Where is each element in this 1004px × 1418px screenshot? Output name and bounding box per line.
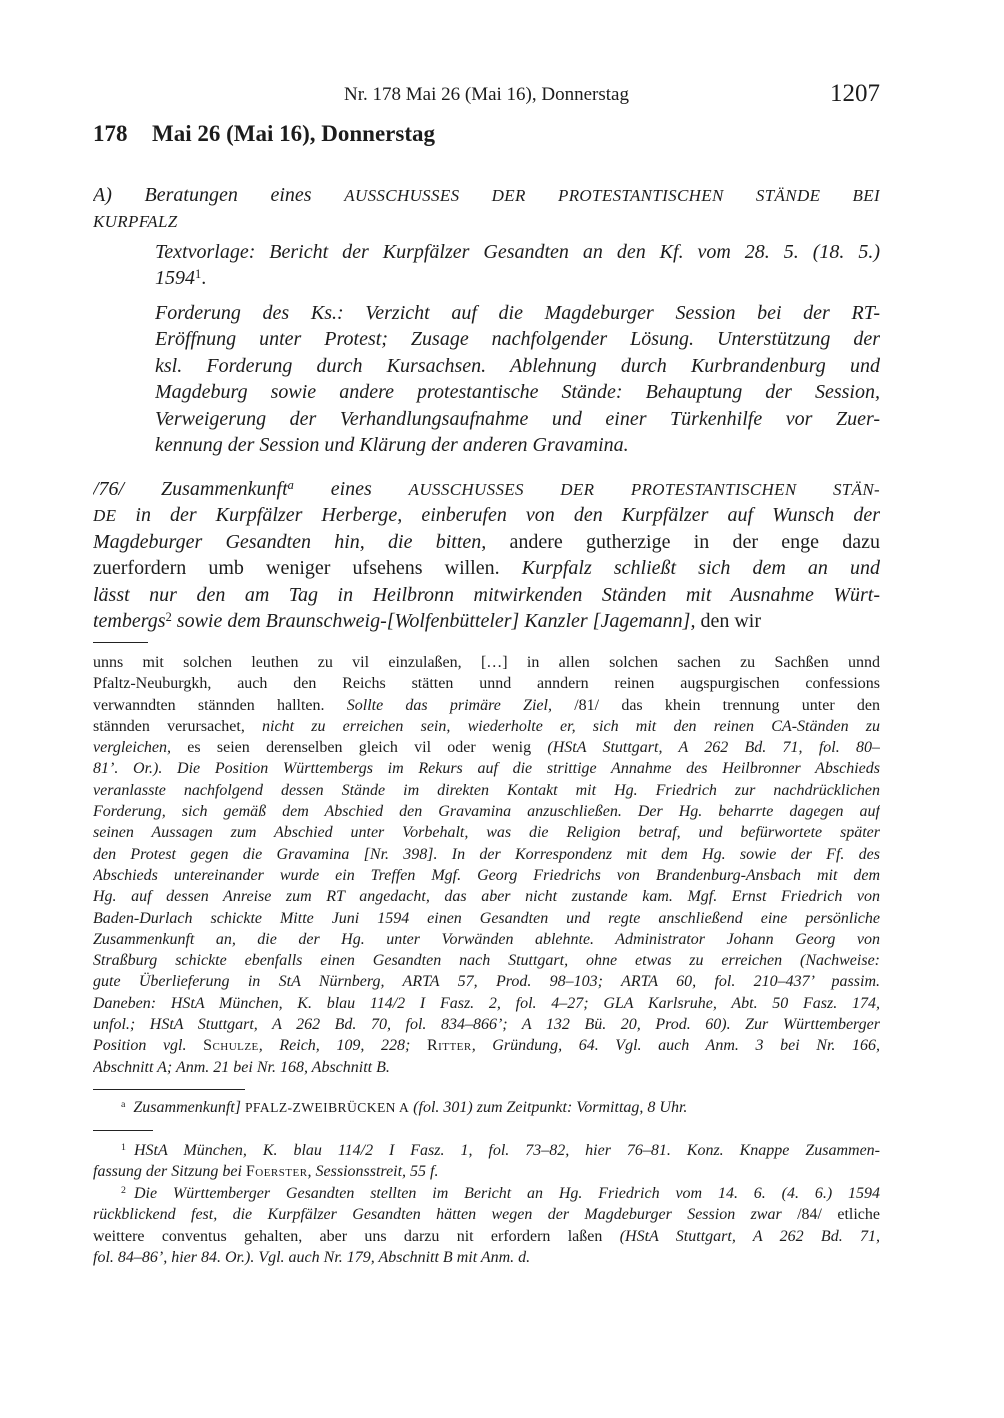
text-line: zuerfordern umb weniger ufsehens willen. Kurpfalz schließt sich dem an und — [93, 557, 880, 580]
numbered-footnote-separator-rule — [93, 1130, 153, 1131]
text-line: rückblickend fest, die Kurpfälzer Gesandten hätten wegen der Magdeburger Session zwar /84/ etliche — [93, 1206, 880, 1224]
text-line: tembergs$^2$ sowie dem Braunschweig-[Wolfenbütteler] Kanzler [Jagemann], den wir — [93, 609, 761, 632]
text-line: fol. 84–86’, hier 84. Or.). Vgl. auch Nr. 179, Abschnitt B mit Anm. d. — [93, 1248, 531, 1266]
running-header — [93, 82, 880, 110]
text-line: kennung der Session und Klärung der anderen Gravamina. — [155, 433, 629, 456]
apparatus-note-a — [93, 1097, 880, 1118]
text-line: den Protest gegen die Gravamina [Nr. 398]. In der Korrespondenz mit dem Hg. sowie der Ff. des — [93, 845, 880, 863]
text-line: Baden-Durlach schickte Mitte Juni 1594 einen Gesandten und regte anschließend eine persönliche — [93, 909, 880, 927]
text-line: seinen Aussagen zum Abschied unter Vorbehalt, was die Religion betraf, und befürwortete später — [93, 824, 880, 842]
text-line: $^1$ HStA München, K. blau 114/2 I Fasz. 1, fol. 73–82, hier 76–81. Konz. Knappe Zusammen- — [121, 1142, 880, 1159]
text-line: Position vgl. Schulze, Reich, 109, 228; Ritter, Gründung, 64. Vgl. auch Anm. 3 bei Nr. 166, — [93, 1037, 880, 1055]
entry-number: 178 — [93, 121, 128, 146]
section-a-heading — [93, 182, 880, 235]
text-line: Forderung des Ks.: Verzicht auf die Magdeburger Session bei der RT- — [155, 302, 880, 324]
text-line: Abschieds untereinander wurde ein Treffen Mgf. Georg Friedrichs von Brandenburg-Ansbach mit dem — [93, 866, 880, 884]
text-line: stännden verursachet, nicht zu erreichen sein, wiederholte er, sich mit den reinen CA-Ständen zu — [93, 717, 880, 735]
apparatus-separator-rule — [93, 1089, 245, 1090]
page-number: 1207 — [830, 80, 880, 107]
text-line: Straßburg schickte ebenfalls einen Gesandten nach Stuttgart, ohne etwas zu erreichen (Nachweise: — [93, 952, 880, 970]
text-line: gute Überlieferung in StA Nürnberg, ARTA 57, Prod. 98–103; ARTA 60, fol. 210–437’ passim. — [93, 973, 880, 991]
text-line: A) Beratungen eines AUSSCHUSSES DER PROTESTANTISCHEN STÄNDE BEI — [93, 184, 880, 206]
text-line: 1594$^1$. — [155, 267, 207, 290]
text-line: Verweigerung der Verhandlungsaufnahme und einer Türkenhilfe vor Zuer- — [155, 407, 880, 430]
text-line: veranlasste nachfolgend dessen Stände im direkten Kontakt mit Hg. Friedrich zur nachdrücklichen — [93, 781, 880, 799]
text-line: Daneben: HStA München, K. blau 114/2 I Fasz. 2, fol. 4–27; GLA Karlsruhe, Abt. 50 Fasz. 174, — [93, 994, 880, 1012]
text-line: Forderung, sich gemäß dem Abschied den Gravamina anzuschließen. Der Hg. beharrte dagegen auf — [93, 803, 880, 821]
entry-heading — [93, 120, 880, 148]
text-line: verwanndten stännden hallten. Sollte das primäre Ziel, /81/ das khein trennung unter den — [93, 696, 880, 714]
text-line: Zusammenkunft an, die der Hg. unter Vorwänden ablehnte. Administrator Johann Georg von — [93, 930, 880, 948]
text-line: Eröffnung unter Protest; Zusage nachfolgender Lösung. Unterstützung der — [155, 328, 880, 351]
text-line: unfol.; HStA Stuttgart, A 262 Bd. 70, fol. 834–866’; A 132 Bü. 20, Prod. 60). Zur Württemberger — [93, 1016, 880, 1034]
entry-title: Mai 26 (Mai 16), Donnerstag — [152, 121, 435, 146]
footnote-2 — [93, 1183, 880, 1268]
textvorlage-note — [155, 239, 880, 292]
text-line: Magdeburger Gesandten hin, die bitten, andere gutherzige in der enge dazu — [93, 530, 880, 553]
summary-paragraph — [155, 300, 880, 458]
text-line: $^a$ Zusammenkunft] PFALZ-ZWEIBRÜCKEN A (fol. 301) zum Zeitpunkt: Vormittag, 8 Uhr. — [121, 1099, 688, 1116]
text-line: vergleichen, es seien derenselben gleich vil oder wenig (HStA Stuttgart, A 262 Bd. 71, fol. 80– — [93, 739, 880, 757]
text-line: 81’. Or.). Die Position Württembergs im Rekurs auf die strittige Annahme des Heilbronner Abschieds — [93, 760, 880, 778]
footnote-separator-rule — [93, 642, 148, 643]
text-line: Textvorlage: Bericht der Kurpfälzer Gesandten an den Kf. vom 28. 5. (18. 5.) — [155, 241, 880, 263]
text-line: Pfaltz-Neuburgkh, auch den Reichs stätten unnd anndern reinen augspurgischen confessions — [93, 675, 880, 693]
text-line: lässt nur den am Tag in Heilbronn mitwirkenden Ständen mit Ausnahme Würt- — [93, 583, 880, 606]
running-title: Nr. 178 Mai 26 (Mai 16), Donnerstag — [344, 84, 629, 105]
text-line: Abschnitt A; Anm. 21 bei Nr. 168, Abschnitt B. — [93, 1058, 390, 1076]
text-line: ksl. Forderung durch Kursachsen. Ablehnung durch Kurbrandenburg und — [155, 354, 880, 377]
text-line: DE in der Kurpfälzer Herberge, einberufen von den Kurpfälzer auf Wunsch der — [93, 504, 880, 527]
text-line: Magdeburg sowie andere protestantische Stände: Behauptung der Session, — [155, 381, 880, 404]
text-line: /76/ Zusammenkunft$^a$ eines AUSSCHUSSES DER PROTESTANTISCHEN STÄN- — [93, 478, 880, 500]
entry-body-paragraph — [93, 476, 880, 634]
text-line: $^2$ Die Württemberger Gesandten stellten im Bericht an Hg. Friedrich vom 14. 6. (4. 6.) 1594 — [121, 1185, 880, 1202]
text-line: KURPFALZ — [93, 212, 178, 232]
text-line: fassung der Sitzung bei Foerster, Sessionsstreit, 55 f. — [93, 1163, 439, 1181]
text-line: weittere conventus gehalten, aber uns darzu nit erfordern laßen (HStA Stuttgart, A 262 Bd. 71, — [93, 1227, 880, 1245]
text-line: unns mit solchen leuthen zu vil einzulaßen, […] in allen solchen sachen zu Sachßen unnd — [93, 654, 880, 671]
footnote-1 — [93, 1140, 880, 1183]
footnote-continuation — [93, 652, 880, 1078]
text-line: Hg. auf dessen Anreise zum RT angedacht, das aber nicht zustande kam. Mgf. Ernst Friedrich von — [93, 888, 880, 906]
